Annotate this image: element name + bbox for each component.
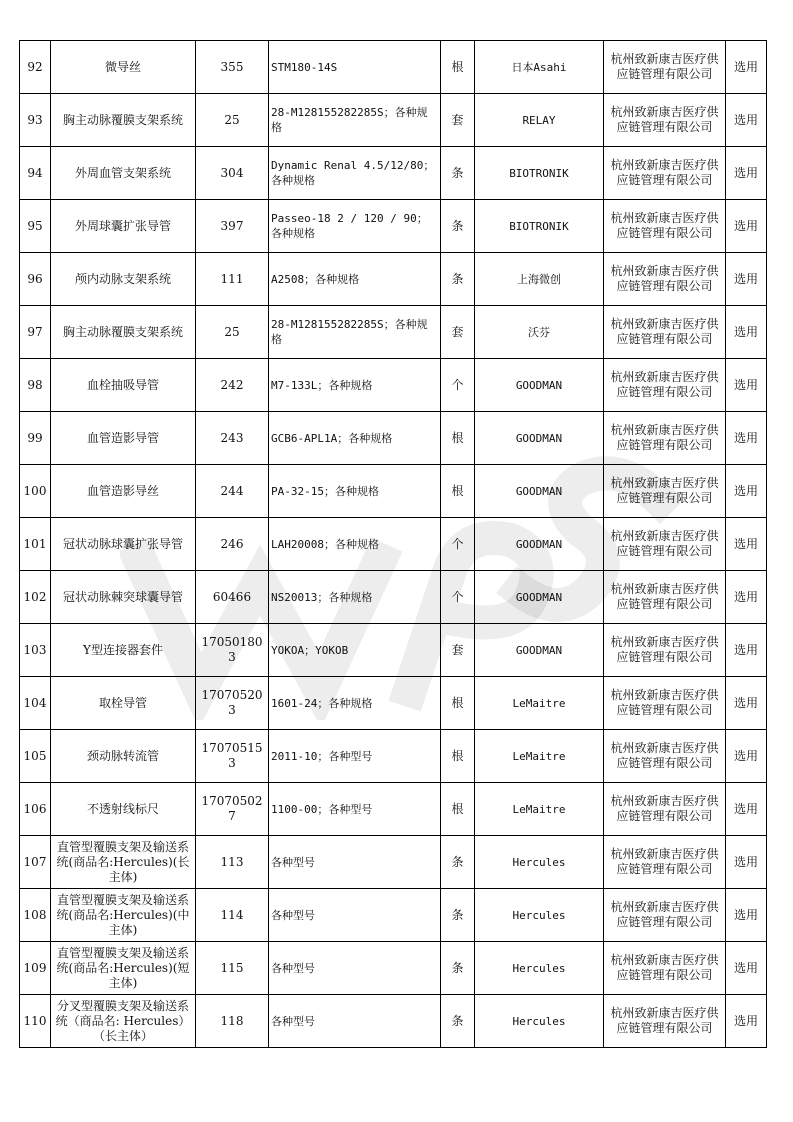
supplier-name: 杭州致新康吉医疗供应链管理有限公司 xyxy=(604,783,726,836)
product-unit: 个 xyxy=(441,571,475,624)
product-code: 25 xyxy=(196,306,269,359)
selection-type: 选用 xyxy=(726,995,767,1048)
product-unit: 条 xyxy=(441,836,475,889)
supplier-name: 杭州致新康吉医疗供应链管理有限公司 xyxy=(604,624,726,677)
supplier-name: 杭州致新康吉医疗供应链管理有限公司 xyxy=(604,995,726,1048)
product-name: 血栓抽吸导管 xyxy=(51,359,196,412)
row-number: 94 xyxy=(20,147,51,200)
product-brand: GOODMAN xyxy=(475,465,604,518)
product-brand: GOODMAN xyxy=(475,518,604,571)
product-brand: LeMaitre xyxy=(475,783,604,836)
product-spec: 各种型号 xyxy=(269,995,441,1048)
supplier-name: 杭州致新康吉医疗供应链管理有限公司 xyxy=(604,465,726,518)
selection-type: 选用 xyxy=(726,465,767,518)
product-code: 246 xyxy=(196,518,269,571)
selection-type: 选用 xyxy=(726,730,767,783)
row-number: 103 xyxy=(20,624,51,677)
product-brand: GOODMAN xyxy=(475,412,604,465)
product-code: 60466 xyxy=(196,571,269,624)
product-spec: NS20013；各种规格 xyxy=(269,571,441,624)
supplier-name: 杭州致新康吉医疗供应链管理有限公司 xyxy=(604,94,726,147)
supplier-name: 杭州致新康吉医疗供应链管理有限公司 xyxy=(604,41,726,94)
product-spec: 2011-10；各种型号 xyxy=(269,730,441,783)
row-number: 98 xyxy=(20,359,51,412)
supplier-name: 杭州致新康吉医疗供应链管理有限公司 xyxy=(604,677,726,730)
product-name: 外周球囊扩张导管 xyxy=(51,200,196,253)
selection-type: 选用 xyxy=(726,306,767,359)
supplier-name: 杭州致新康吉医疗供应链管理有限公司 xyxy=(604,253,726,306)
selection-type: 选用 xyxy=(726,677,767,730)
row-number: 95 xyxy=(20,200,51,253)
product-unit: 根 xyxy=(441,41,475,94)
table-row xyxy=(20,147,767,200)
selection-type: 选用 xyxy=(726,200,767,253)
table-row xyxy=(20,995,767,1048)
product-unit: 根 xyxy=(441,677,475,730)
product-spec: 各种型号 xyxy=(269,889,441,942)
product-brand: 日本Asahi xyxy=(475,41,604,94)
product-name: 微导丝 xyxy=(51,41,196,94)
row-number: 92 xyxy=(20,41,51,94)
selection-type: 选用 xyxy=(726,624,767,677)
table-row xyxy=(20,518,767,571)
product-brand: RELAY xyxy=(475,94,604,147)
product-code: 170705203 xyxy=(196,677,269,730)
supplier-name: 杭州致新康吉医疗供应链管理有限公司 xyxy=(604,359,726,412)
product-unit: 个 xyxy=(441,359,475,412)
table-row xyxy=(20,942,767,995)
table-row xyxy=(20,412,767,465)
product-code: 242 xyxy=(196,359,269,412)
selection-type: 选用 xyxy=(726,942,767,995)
selection-type: 选用 xyxy=(726,359,767,412)
product-spec: GCB6-APL1A；各种规格 xyxy=(269,412,441,465)
row-number: 93 xyxy=(20,94,51,147)
row-number: 110 xyxy=(20,995,51,1048)
product-brand: LeMaitre xyxy=(475,730,604,783)
product-name: 颅内动脉支架系统 xyxy=(51,253,196,306)
product-spec: M7-133L；各种规格 xyxy=(269,359,441,412)
selection-type: 选用 xyxy=(726,783,767,836)
product-code: 118 xyxy=(196,995,269,1048)
row-number: 106 xyxy=(20,783,51,836)
selection-type: 选用 xyxy=(726,41,767,94)
product-spec: 28-M128155282285S；各种规格 xyxy=(269,94,441,147)
product-brand: GOODMAN xyxy=(475,624,604,677)
product-brand: BIOTRONIK xyxy=(475,147,604,200)
table-row xyxy=(20,889,767,942)
product-spec: Passeo-18 2 / 120 / 90；各种规格 xyxy=(269,200,441,253)
product-brand: Hercules xyxy=(475,836,604,889)
product-unit: 条 xyxy=(441,889,475,942)
product-name: Y型连接器套件 xyxy=(51,624,196,677)
selection-type: 选用 xyxy=(726,253,767,306)
selection-type: 选用 xyxy=(726,571,767,624)
product-code: 114 xyxy=(196,889,269,942)
product-unit: 个 xyxy=(441,518,475,571)
product-unit: 根 xyxy=(441,465,475,518)
product-code: 170705153 xyxy=(196,730,269,783)
product-unit: 条 xyxy=(441,942,475,995)
product-code: 170501803 xyxy=(196,624,269,677)
table-row xyxy=(20,677,767,730)
table-row xyxy=(20,783,767,836)
product-spec: Dynamic Renal 4.5/12/80；各种规格 xyxy=(269,147,441,200)
supplier-name: 杭州致新康吉医疗供应链管理有限公司 xyxy=(604,412,726,465)
supplier-name: 杭州致新康吉医疗供应链管理有限公司 xyxy=(604,200,726,253)
product-brand: GOODMAN xyxy=(475,359,604,412)
product-spec: 1100-00；各种型号 xyxy=(269,783,441,836)
table-row xyxy=(20,306,767,359)
product-brand: Hercules xyxy=(475,995,604,1048)
product-table xyxy=(19,40,767,1048)
row-number: 107 xyxy=(20,836,51,889)
product-unit: 条 xyxy=(441,200,475,253)
product-brand: Hercules xyxy=(475,942,604,995)
supplier-name: 杭州致新康吉医疗供应链管理有限公司 xyxy=(604,942,726,995)
selection-type: 选用 xyxy=(726,836,767,889)
table-row xyxy=(20,253,767,306)
product-unit: 根 xyxy=(441,783,475,836)
product-name: 直管型覆膜支架及输送系统(商品名:Hercules)(中主体) xyxy=(51,889,196,942)
product-code: 111 xyxy=(196,253,269,306)
supplier-name: 杭州致新康吉医疗供应链管理有限公司 xyxy=(604,571,726,624)
supplier-name: 杭州致新康吉医疗供应链管理有限公司 xyxy=(604,147,726,200)
table-body xyxy=(20,41,767,1048)
product-code: 113 xyxy=(196,836,269,889)
product-unit: 套 xyxy=(441,94,475,147)
product-spec: YOKOA；YOKOB xyxy=(269,624,441,677)
product-brand: GOODMAN xyxy=(475,571,604,624)
product-name: 直管型覆膜支架及输送系统(商品名:Hercules)(短主体) xyxy=(51,942,196,995)
table-row xyxy=(20,571,767,624)
product-name: 血管造影导丝 xyxy=(51,465,196,518)
table-row xyxy=(20,730,767,783)
product-unit: 根 xyxy=(441,412,475,465)
product-spec: 各种型号 xyxy=(269,942,441,995)
supplier-name: 杭州致新康吉医疗供应链管理有限公司 xyxy=(604,730,726,783)
product-name: 外周血管支架系统 xyxy=(51,147,196,200)
product-code: 304 xyxy=(196,147,269,200)
product-code: 397 xyxy=(196,200,269,253)
product-name: 分叉型覆膜支架及输送系统（商品名: Hercules）（长主体） xyxy=(51,995,196,1048)
selection-type: 选用 xyxy=(726,147,767,200)
row-number: 97 xyxy=(20,306,51,359)
product-code: 244 xyxy=(196,465,269,518)
selection-type: 选用 xyxy=(726,94,767,147)
table-row xyxy=(20,41,767,94)
product-unit: 套 xyxy=(441,306,475,359)
product-spec: LAH20008；各种规格 xyxy=(269,518,441,571)
supplier-name: 杭州致新康吉医疗供应链管理有限公司 xyxy=(604,306,726,359)
product-spec: STM180-14S xyxy=(269,41,441,94)
supplier-name: 杭州致新康吉医疗供应链管理有限公司 xyxy=(604,836,726,889)
product-name: 直管型覆膜支架及输送系统(商品名:Hercules)(长主体) xyxy=(51,836,196,889)
row-number: 96 xyxy=(20,253,51,306)
table-row xyxy=(20,465,767,518)
row-number: 102 xyxy=(20,571,51,624)
product-spec: PA-32-15；各种规格 xyxy=(269,465,441,518)
product-spec: 1601-24；各种规格 xyxy=(269,677,441,730)
row-number: 105 xyxy=(20,730,51,783)
table-row xyxy=(20,624,767,677)
supplier-name: 杭州致新康吉医疗供应链管理有限公司 xyxy=(604,518,726,571)
table-row xyxy=(20,836,767,889)
selection-type: 选用 xyxy=(726,889,767,942)
product-unit: 条 xyxy=(441,253,475,306)
product-brand: BIOTRONIK xyxy=(475,200,604,253)
product-code: 243 xyxy=(196,412,269,465)
product-unit: 条 xyxy=(441,995,475,1048)
table-row xyxy=(20,200,767,253)
product-unit: 根 xyxy=(441,730,475,783)
product-code: 355 xyxy=(196,41,269,94)
table-row xyxy=(20,94,767,147)
row-number: 108 xyxy=(20,889,51,942)
product-spec: 28-M128155282285S；各种规格 xyxy=(269,306,441,359)
row-number: 101 xyxy=(20,518,51,571)
product-code: 25 xyxy=(196,94,269,147)
product-spec: A2508；各种规格 xyxy=(269,253,441,306)
product-name: 取栓导管 xyxy=(51,677,196,730)
product-spec: 各种型号 xyxy=(269,836,441,889)
row-number: 100 xyxy=(20,465,51,518)
product-name: 不透射线标尺 xyxy=(51,783,196,836)
product-unit: 套 xyxy=(441,624,475,677)
selection-type: 选用 xyxy=(726,412,767,465)
product-code: 170705027 xyxy=(196,783,269,836)
product-name: 血管造影导管 xyxy=(51,412,196,465)
supplier-name: 杭州致新康吉医疗供应链管理有限公司 xyxy=(604,889,726,942)
product-unit: 条 xyxy=(441,147,475,200)
row-number: 104 xyxy=(20,677,51,730)
product-name: 冠状动脉棘突球囊导管 xyxy=(51,571,196,624)
row-number: 99 xyxy=(20,412,51,465)
product-brand: 沃芬 xyxy=(475,306,604,359)
product-brand: 上海微创 xyxy=(475,253,604,306)
table-row xyxy=(20,359,767,412)
product-name: 冠状动脉球囊扩张导管 xyxy=(51,518,196,571)
product-name: 胸主动脉覆膜支架系统 xyxy=(51,94,196,147)
selection-type: 选用 xyxy=(726,518,767,571)
row-number: 109 xyxy=(20,942,51,995)
product-brand: LeMaitre xyxy=(475,677,604,730)
product-name: 颈动脉转流管 xyxy=(51,730,196,783)
product-brand: Hercules xyxy=(475,889,604,942)
product-code: 115 xyxy=(196,942,269,995)
product-name: 胸主动脉覆膜支架系统 xyxy=(51,306,196,359)
